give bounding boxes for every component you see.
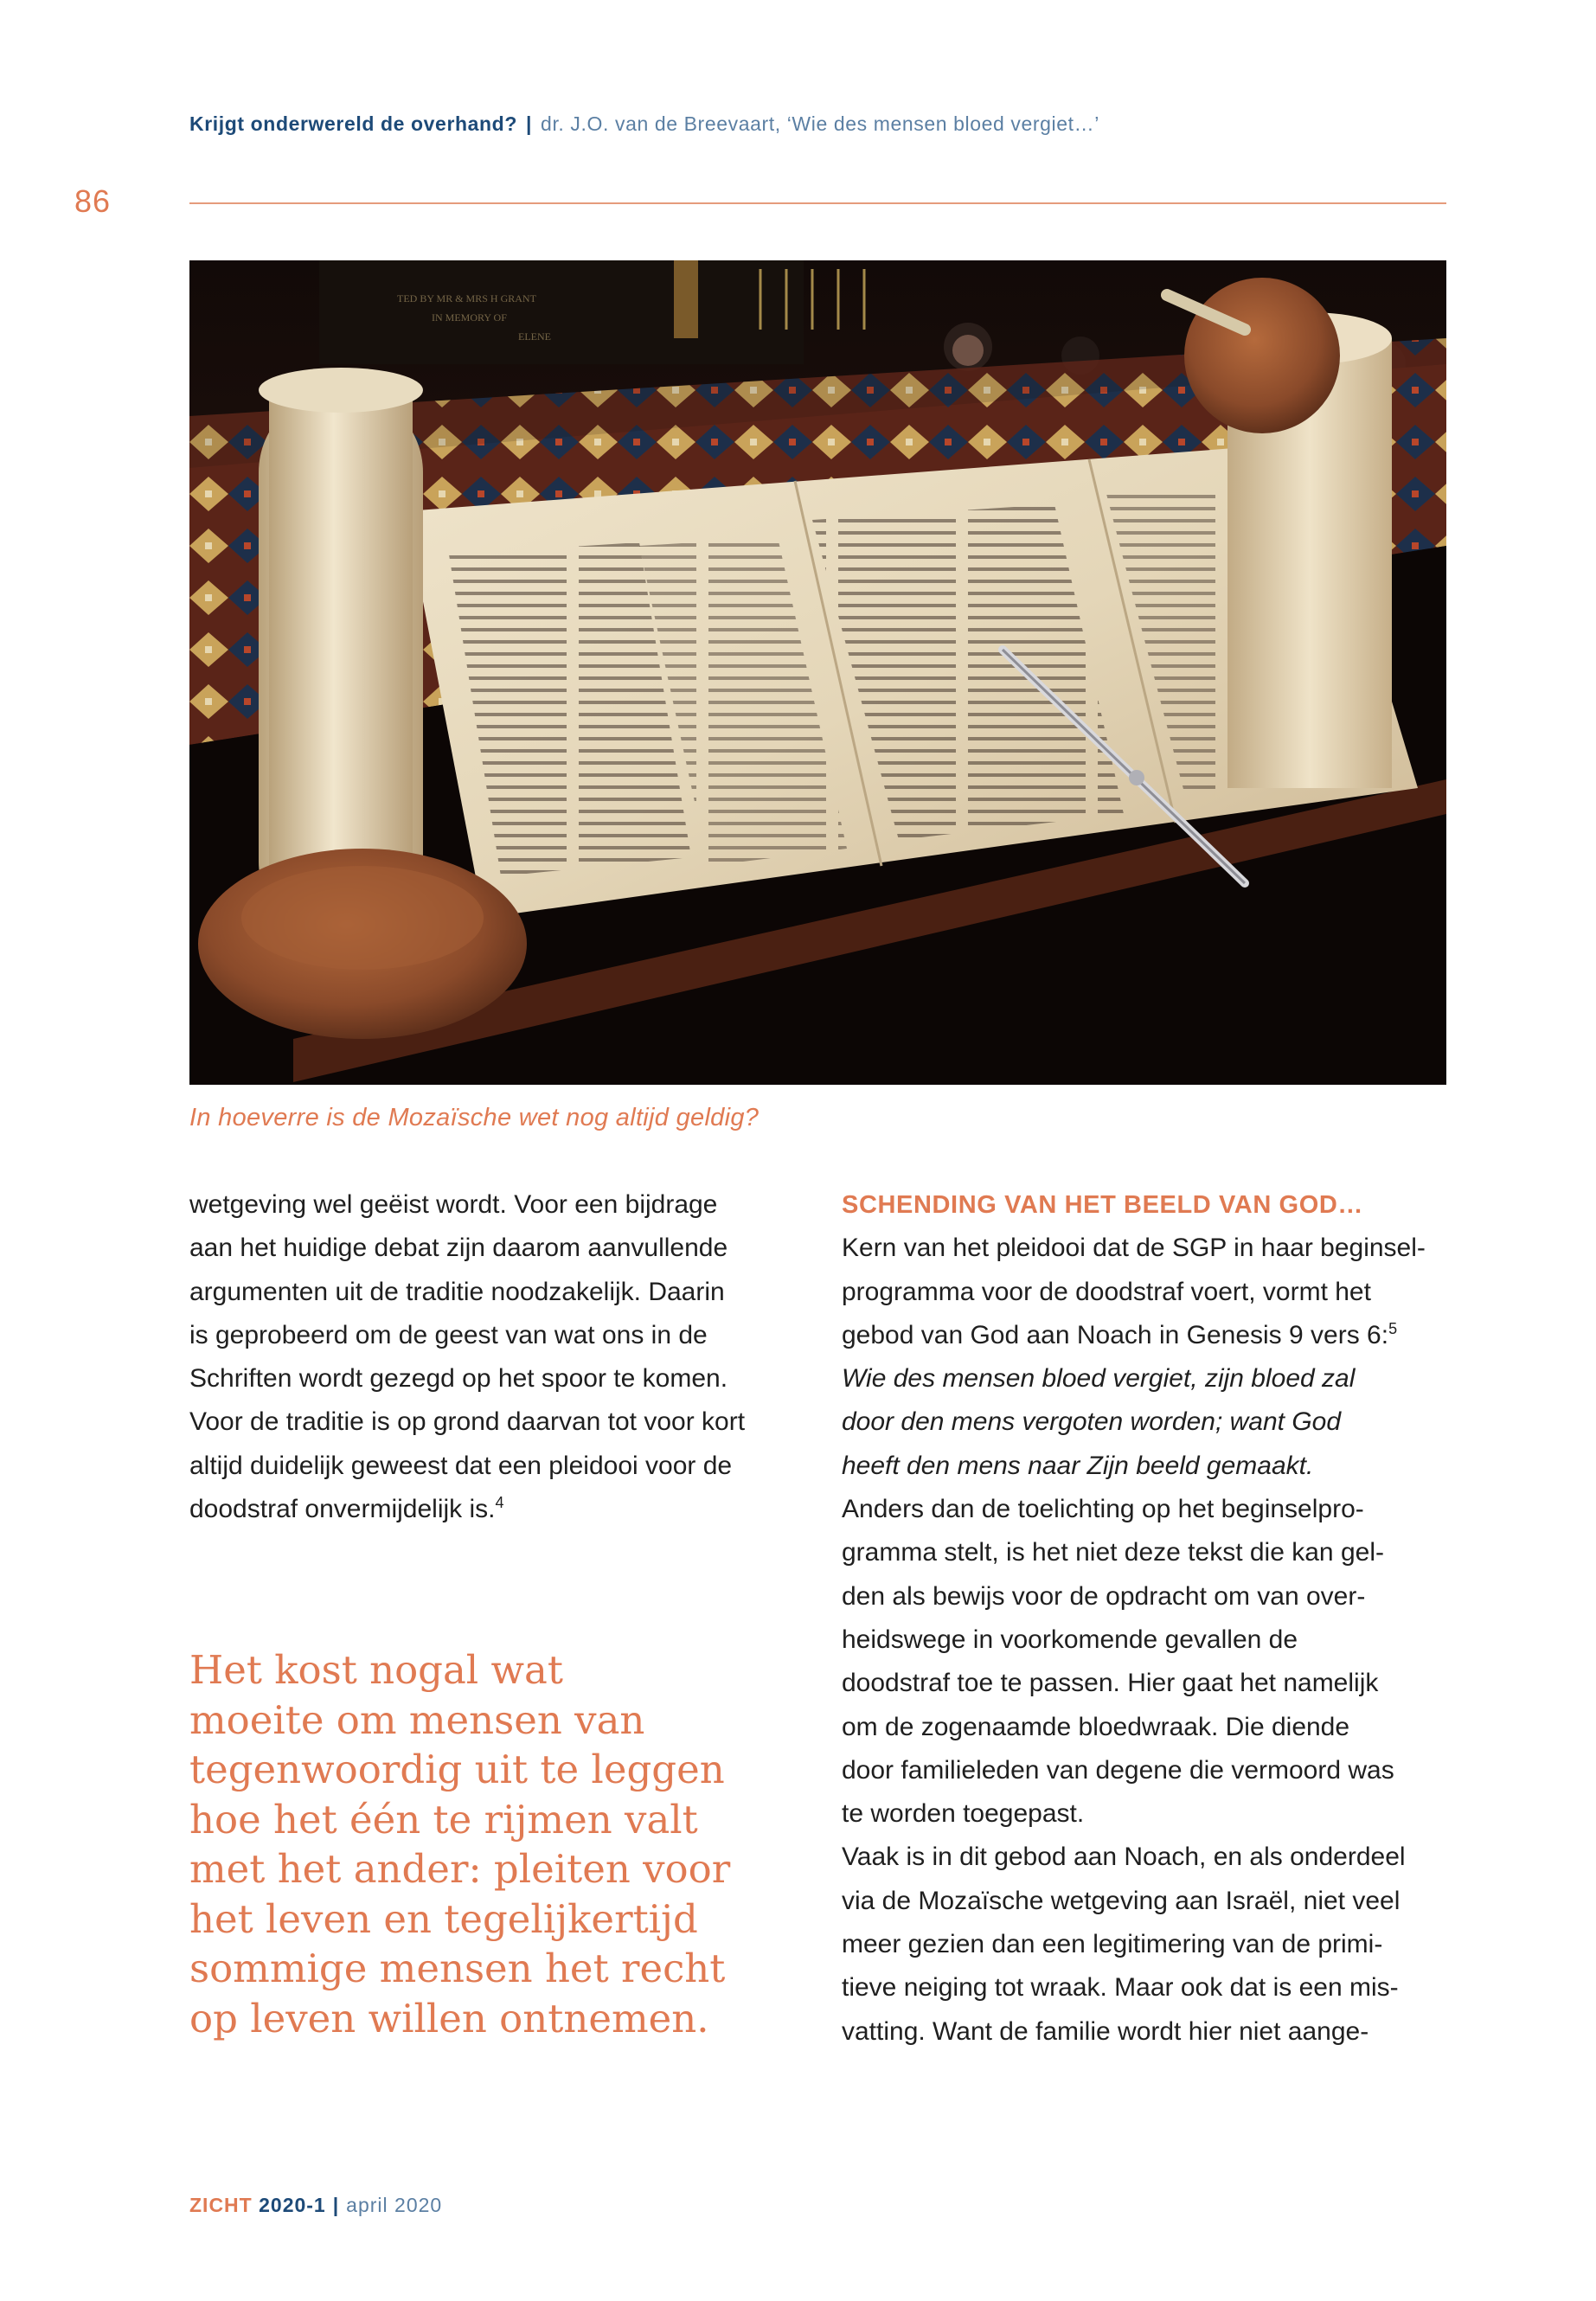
running-header-separator: |: [526, 112, 533, 135]
magazine-name: ZICHT: [189, 2194, 253, 2216]
body-line: Voor de traditie is op grond daarvan tot voor kort: [189, 1407, 746, 1437]
pull-quote-line: met het ander: pleiten voor: [189, 1846, 731, 1892]
svg-text:TED BY MR & MRS H GRANT: TED BY MR & MRS H GRANT: [397, 292, 536, 304]
body-line: doodstraf toe te passen. Hier gaat het namelijk: [842, 1669, 1379, 1698]
pull-quote: [189, 1645, 795, 2043]
svg-text:IN MEMORY OF: IN MEMORY OF: [432, 311, 507, 324]
footnote-ref[interactable]: 4: [495, 1494, 504, 1512]
right-column: [842, 1183, 1447, 2054]
body-line: is geprobeerd om de geest van wat ons in de: [189, 1320, 708, 1349]
pull-quote-line: sommige mensen het recht: [189, 1945, 726, 1991]
body-line: Vaak is in dit gebod aan Noach, en als onderdeel: [842, 1843, 1406, 1872]
body-line: aan het huidige debat zijn daarom aanvullende: [189, 1234, 728, 1263]
body-line: door familieleden van degene die vermoord was: [842, 1755, 1394, 1785]
body-line-last: te worden toegepast.: [842, 1799, 1085, 1829]
photo-caption: In hoeverre is de Mozaïsche wet nog altijd geldig?: [189, 1104, 760, 1131]
scripture-quote-line: heeft den mens naar Zijn beeld gemaakt.: [842, 1451, 1314, 1480]
header-divider: [189, 202, 1446, 204]
body-line: den als bewijs voor de opdracht om van over-: [842, 1581, 1366, 1611]
page-footer: [189, 2194, 442, 2217]
issue-date: april 2020: [346, 2194, 443, 2216]
pull-quote-line: hoe het één te rijmen valt: [189, 1796, 698, 1843]
body-text: doodstraf onvermijdelijk is.: [189, 1495, 496, 1524]
left-column: [189, 1183, 795, 1531]
body-line: programma voor de doodstraf voert, vormt het: [842, 1277, 1371, 1306]
body-line: meer gezien dan een legitimering van de primi-: [842, 1930, 1383, 1959]
body-line: vatting. Want de familie wordt hier niet aange-: [842, 2016, 1369, 2046]
body-line: via de Mozaïsche wetgeving aan Israël, niet veel: [842, 1886, 1401, 1915]
scripture-quote-line: door den mens vergoten worden; want God: [842, 1407, 1342, 1437]
section-heading: SCHENDING VAN HET BEELD VAN GOD…: [842, 1191, 1363, 1219]
page-number: 86: [74, 183, 112, 219]
body-line: tieve neiging tot wraak. Maar ook dat is een mis-: [842, 1973, 1399, 2003]
body-line: altijd duidelijk geweest dat een pleidooi voor de: [189, 1451, 733, 1480]
body-text: gebod van God aan Noach in Genesis 9 vers 6:: [842, 1320, 1389, 1349]
body-line-last: [189, 1488, 795, 1531]
body-line: Kern van het pleidooi dat de SGP in haar beginsel-: [842, 1234, 1426, 1263]
running-author-line: dr. J.O. van de Breevaart, ‘Wie des mensen bloed vergiet…’: [541, 112, 1099, 135]
scripture-quote-line: Wie des mensen bloed vergiet, zijn bloed zal: [842, 1364, 1356, 1394]
pull-quote-line: moeite om mensen van: [189, 1696, 645, 1743]
pull-quote-line: tegenwoordig uit te leggen: [189, 1747, 725, 1792]
svg-text:ELENE: ELENE: [518, 330, 551, 343]
torah-scroll-photo: [189, 260, 1446, 1085]
footnote-ref[interactable]: 5: [1388, 1319, 1398, 1337]
torah-scroll-icon: [189, 260, 1446, 1085]
pull-quote-line: Het kost nogal wat: [189, 1647, 563, 1693]
body-line: wetgeving wel geëist wordt. Voor een bijdrage: [189, 1190, 718, 1219]
body-line: Schriften wordt gezegd op het spoor te komen.: [189, 1364, 728, 1394]
issue-number: 2020-1: [259, 2194, 326, 2216]
footer-separator: |: [332, 2194, 340, 2216]
body-line: heidswege in voorkomende gevallen de: [842, 1625, 1298, 1654]
pull-quote-line: op leven willen ontnemen.: [189, 1995, 709, 2041]
running-title: Krijgt onderwereld de overhand?: [189, 112, 517, 135]
body-line: gramma stelt, is het niet deze tekst die kan gel-: [842, 1538, 1384, 1567]
body-line: Anders dan de toelichting op het beginselpro-: [842, 1495, 1364, 1524]
body-line-last: [842, 1314, 1447, 1357]
body-line: om de zogenaamde bloedwraak. Die diende: [842, 1712, 1350, 1741]
running-header: [189, 112, 1452, 136]
pull-quote-line: het leven en tegelijkertijd: [189, 1895, 698, 1942]
body-line: argumenten uit de traditie noodzakelijk. Daarin: [189, 1277, 725, 1306]
